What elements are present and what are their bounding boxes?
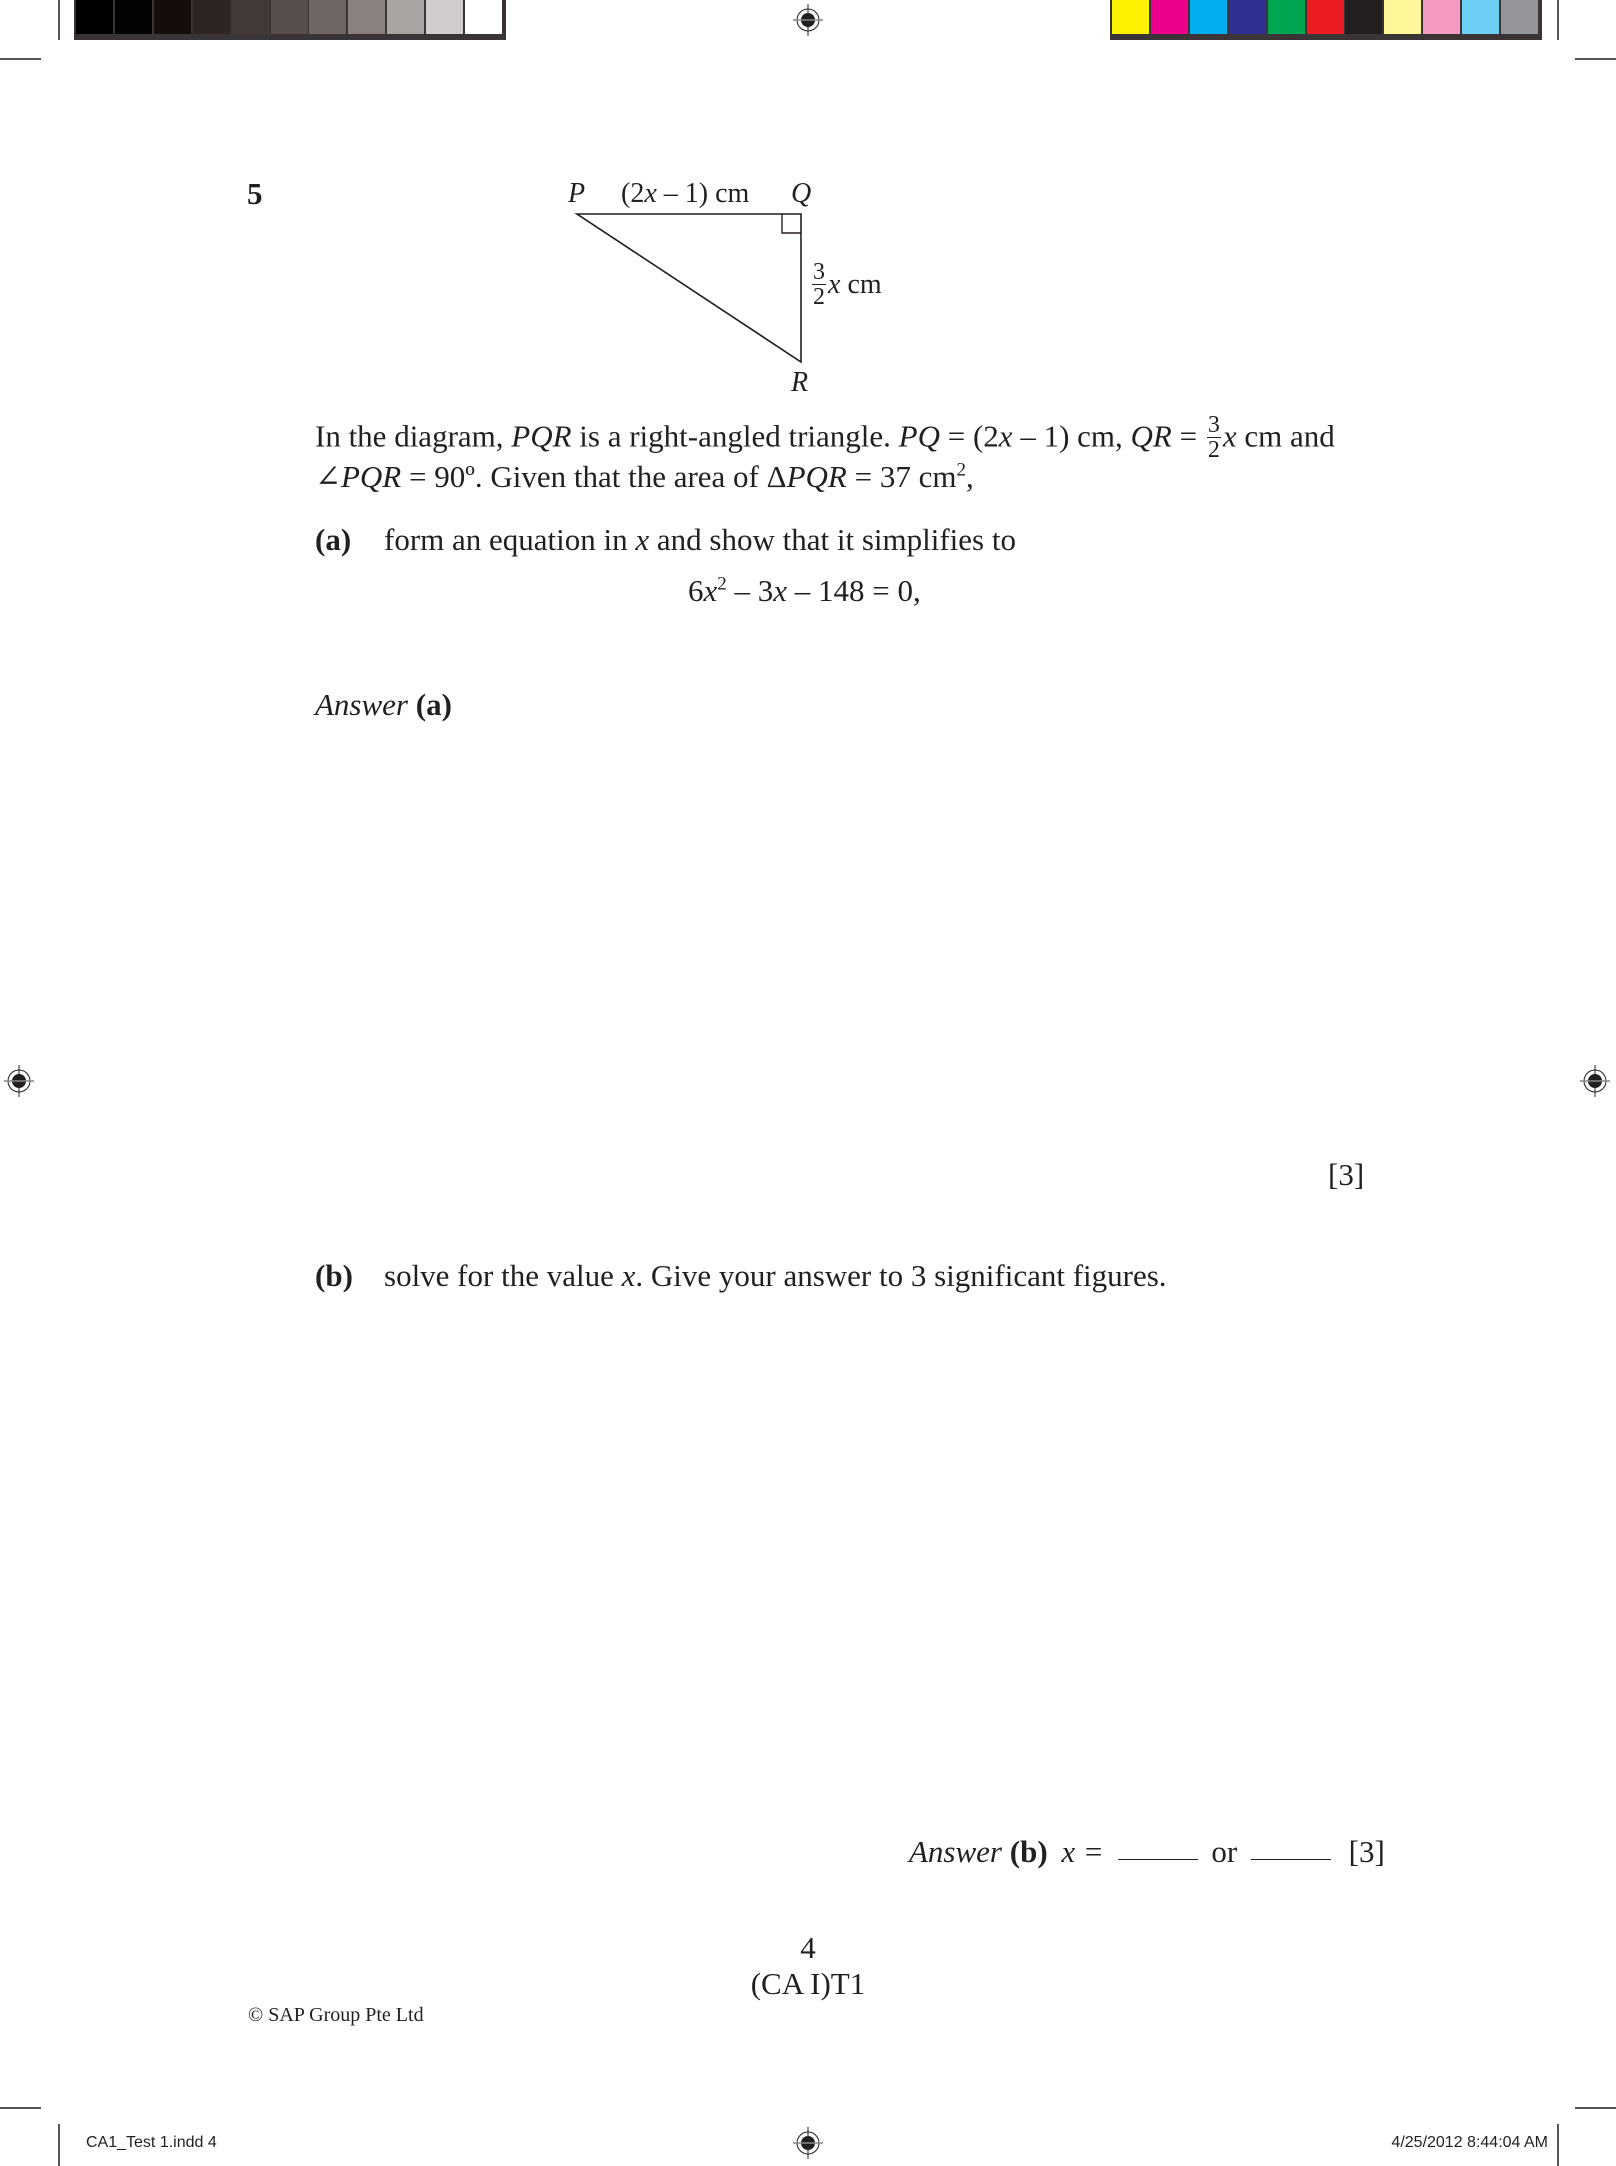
math-variable: QR bbox=[1130, 418, 1172, 454]
text-segment: – 148 = 0, bbox=[787, 573, 921, 608]
math-variable: x bbox=[828, 268, 841, 300]
vertex-label-r: R bbox=[791, 367, 809, 398]
fraction bbox=[812, 260, 826, 309]
crop-mark bbox=[58, 0, 60, 40]
text-segment: – 3 bbox=[726, 573, 774, 608]
text-segment: , bbox=[965, 459, 974, 494]
color-swatch bbox=[271, 0, 308, 37]
slug-filename: CA1_Test 1.indd 4 bbox=[86, 2134, 217, 2151]
copyright: © SAP Group Pte Ltd bbox=[248, 2004, 424, 2026]
math-variable: x bbox=[635, 522, 650, 557]
question-stem-line1 bbox=[315, 412, 1335, 464]
math-variable: x bbox=[998, 418, 1013, 454]
part-b-text bbox=[384, 1260, 1167, 1291]
part-b-label: (b) bbox=[315, 1258, 353, 1293]
color-swatch bbox=[115, 0, 152, 37]
registration-mark-icon bbox=[792, 3, 824, 37]
right-angle-marker bbox=[782, 214, 801, 233]
color-swatch bbox=[348, 0, 385, 37]
text-segment: cm bbox=[840, 268, 882, 300]
question-stem-line2 bbox=[315, 461, 974, 492]
registration-mark-icon bbox=[1579, 1064, 1611, 1098]
superscript: 2 bbox=[956, 459, 966, 481]
slug-timestamp: 4/25/2012 8:44:04 AM bbox=[1391, 2134, 1548, 2151]
part-b-marks: [3] bbox=[1348, 1834, 1385, 1869]
text-segment: 6 bbox=[688, 573, 704, 608]
side-label-qr bbox=[810, 259, 882, 311]
question-number: 5 bbox=[247, 176, 263, 211]
answer-word: Answer bbox=[315, 687, 408, 722]
color-swatch bbox=[232, 0, 269, 37]
color-swatch bbox=[426, 0, 463, 37]
color-swatch bbox=[465, 0, 502, 37]
crop-mark bbox=[1557, 0, 1559, 40]
page-number: 4 bbox=[800, 1930, 816, 1965]
answer-part: (b) bbox=[1009, 1834, 1048, 1869]
math-variable: x bbox=[703, 573, 718, 608]
crop-mark bbox=[0, 58, 41, 60]
fraction bbox=[1207, 413, 1221, 462]
registration-mark-icon bbox=[3, 1064, 35, 1098]
text-segment: form an equation in bbox=[384, 522, 636, 557]
paper-code: (CA I)T1 bbox=[750, 1966, 866, 2001]
crop-mark bbox=[1575, 2107, 1616, 2109]
numerator: 3 bbox=[1207, 412, 1220, 438]
math-variable: x bbox=[1222, 418, 1237, 454]
part-a-label: (a) bbox=[315, 522, 352, 557]
math-variable: PQR bbox=[511, 418, 572, 454]
text-segment: – 1) cm, bbox=[1012, 418, 1131, 454]
math-variable: x bbox=[644, 178, 657, 209]
text-segment: ∠ bbox=[315, 459, 341, 494]
color-swatch bbox=[1423, 0, 1460, 37]
text-segment: – 1) cm bbox=[656, 178, 750, 209]
answer-b-blank-2[interactable] bbox=[1251, 1859, 1331, 1860]
text-segment: . Give your answer to 3 significant figures. bbox=[635, 1258, 1167, 1293]
triangle-diagram bbox=[560, 200, 820, 380]
text-segment: and show that it simplifies to bbox=[649, 522, 1016, 557]
answer-b-working-area[interactable] bbox=[315, 1310, 1365, 1810]
part-a-marks: [3] bbox=[1328, 1157, 1365, 1192]
color-swatch bbox=[1229, 0, 1266, 37]
superscript: 2 bbox=[717, 573, 727, 595]
triangle-pqr bbox=[577, 214, 801, 362]
crop-mark bbox=[1557, 2124, 1559, 2166]
side-label-pq bbox=[621, 180, 749, 208]
text-segment: cm and bbox=[1236, 418, 1335, 454]
color-swatch bbox=[1384, 0, 1421, 37]
math-variable: x bbox=[773, 573, 788, 608]
crop-mark bbox=[1575, 58, 1616, 60]
answer-b-line bbox=[909, 1836, 1385, 1867]
answer-a-area[interactable] bbox=[315, 735, 1365, 1155]
math-variable: x bbox=[621, 1258, 636, 1293]
answer-b-blank-1[interactable] bbox=[1118, 1859, 1198, 1860]
text-segment: = (2 bbox=[939, 418, 999, 454]
registration-mark-icon bbox=[792, 2126, 824, 2160]
crop-mark bbox=[58, 2124, 60, 2166]
numerator: 3 bbox=[813, 259, 825, 285]
color-swatch bbox=[309, 0, 346, 37]
text-segment: = bbox=[1171, 418, 1205, 454]
answer-part: (a) bbox=[415, 687, 452, 722]
text-segment: is a right-angled triangle. bbox=[571, 418, 899, 454]
math-variable: PQ bbox=[898, 418, 940, 454]
color-swatch bbox=[154, 0, 191, 37]
color-swatch bbox=[1345, 0, 1382, 37]
color-swatch bbox=[1190, 0, 1227, 37]
denominator: 2 bbox=[813, 284, 825, 310]
vertex-label-p: P bbox=[568, 178, 586, 209]
text-segment: (2 bbox=[621, 178, 645, 209]
text-segment: = 90º. Given that the area of Δ bbox=[401, 459, 787, 494]
answer-a-label bbox=[315, 689, 452, 720]
math-variable: PQR bbox=[340, 459, 402, 494]
part-a-equation bbox=[688, 575, 921, 606]
crop-mark bbox=[0, 2107, 41, 2109]
answer-word: Answer bbox=[909, 1834, 1002, 1869]
or-text: or bbox=[1211, 1834, 1238, 1869]
text-segment: solve for the value bbox=[384, 1258, 622, 1293]
vertex-label-q: Q bbox=[791, 178, 812, 209]
color-swatch bbox=[1501, 0, 1538, 37]
color-swatch bbox=[387, 0, 424, 37]
color-swatch bbox=[1112, 0, 1149, 37]
color-swatch bbox=[193, 0, 230, 37]
color-swatch bbox=[1268, 0, 1305, 37]
text-segment: In the diagram, bbox=[315, 418, 512, 454]
color-swatch bbox=[1307, 0, 1344, 37]
color-swatch bbox=[76, 0, 113, 37]
math-variable: PQR bbox=[786, 459, 847, 494]
part-a-text bbox=[384, 524, 1016, 555]
color-swatch bbox=[1151, 0, 1188, 37]
denominator: 2 bbox=[1207, 437, 1220, 463]
text-segment: = 37 cm bbox=[846, 459, 957, 494]
color-swatch bbox=[1462, 0, 1499, 37]
answer-variable: x = bbox=[1061, 1834, 1104, 1869]
